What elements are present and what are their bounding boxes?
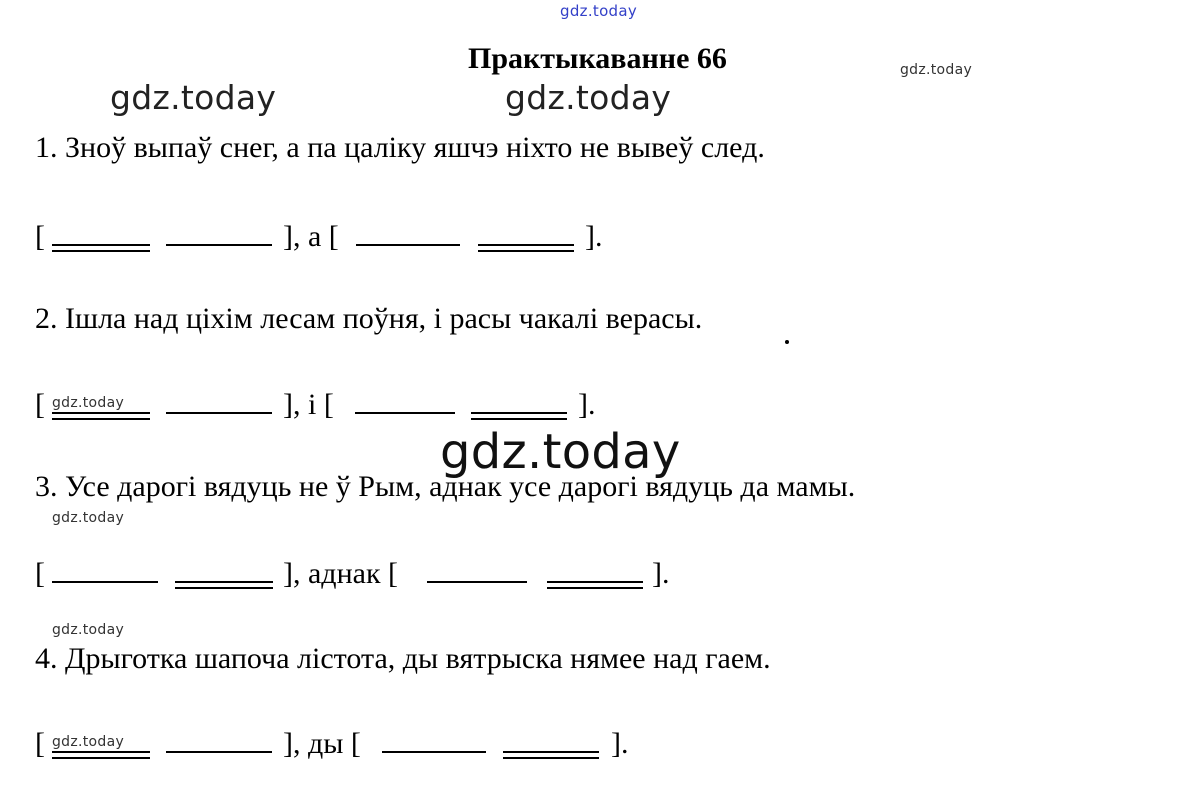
scheme-3-subject-line-2 (547, 581, 643, 589)
scheme-2-predicate-line (166, 412, 272, 414)
watermark-huge: gdz.today (440, 424, 681, 480)
scheme-1-predicate-line (166, 244, 272, 246)
scheme-3-predicate-line-2 (427, 581, 527, 583)
scheme-1-close: ]. (585, 220, 603, 253)
dot-mark (785, 340, 789, 344)
scheme-3-subject-line (175, 581, 273, 589)
watermark-top: gdz.today (560, 2, 638, 20)
scheme-4 (35, 727, 835, 767)
watermark-small-2: gdz.today (52, 395, 125, 411)
scheme-2-close: ]. (578, 388, 596, 421)
watermark-small-3: gdz.today (52, 510, 125, 526)
scheme-4-close: ]. (611, 727, 629, 760)
scheme-1-conj: ], а [ (283, 220, 339, 253)
scheme-3-predicate-line (52, 581, 158, 583)
scheme-4-subject-line (52, 751, 150, 759)
scheme-3-close: ]. (652, 557, 670, 590)
watermark-left-large: gdz.today (110, 78, 277, 117)
scheme-1-subject-line (52, 244, 150, 252)
scheme-4-predicate-line-2 (382, 751, 486, 753)
scheme-1-subject-line-2 (478, 244, 574, 252)
sentence-1: 1. Зноў выпаў снег, а па цаліку яшчэ ніхто не вывеў след. (35, 131, 765, 164)
sentence-2: 2. Ішла над ціхім лесам поўня, і расы чакалі верасы. (35, 302, 703, 335)
scheme-4-conj: ], ды [ (283, 727, 361, 760)
scheme-2 (35, 388, 735, 428)
scheme-4-predicate-line (166, 751, 272, 753)
watermark-center-large: gdz.today (505, 78, 672, 117)
scheme-1 (35, 220, 735, 260)
scheme-2-subject-line-2 (471, 412, 567, 420)
scheme-4-subject-line-2 (503, 751, 599, 759)
watermark-small-4: gdz.today (52, 622, 125, 638)
scheme-3-conj: ], аднак [ (283, 557, 399, 590)
scheme-1-predicate-line-2 (356, 244, 460, 246)
scheme-3 (35, 557, 835, 597)
scheme-3-open: [ (35, 557, 45, 590)
page-title: Практыкаванне 66 (468, 42, 727, 75)
scheme-2-predicate-line-2 (355, 412, 455, 414)
watermark-small-5: gdz.today (52, 734, 125, 750)
scheme-1-open: [ (35, 220, 45, 253)
sentence-3: 3. Усе дарогі вядуць не ў Рым, аднак усе дарогі вядуць да мамы. (35, 470, 856, 503)
sentence-4: 4. Дрыготка шапоча лістота, ды вятрыска нямее над гаем. (35, 642, 771, 675)
scheme-2-open: [ (35, 388, 45, 421)
scheme-4-open: [ (35, 727, 45, 760)
watermark-right: gdz.today (900, 62, 973, 78)
scheme-2-conj: ], і [ (283, 388, 334, 421)
scheme-2-subject-line (52, 412, 150, 420)
